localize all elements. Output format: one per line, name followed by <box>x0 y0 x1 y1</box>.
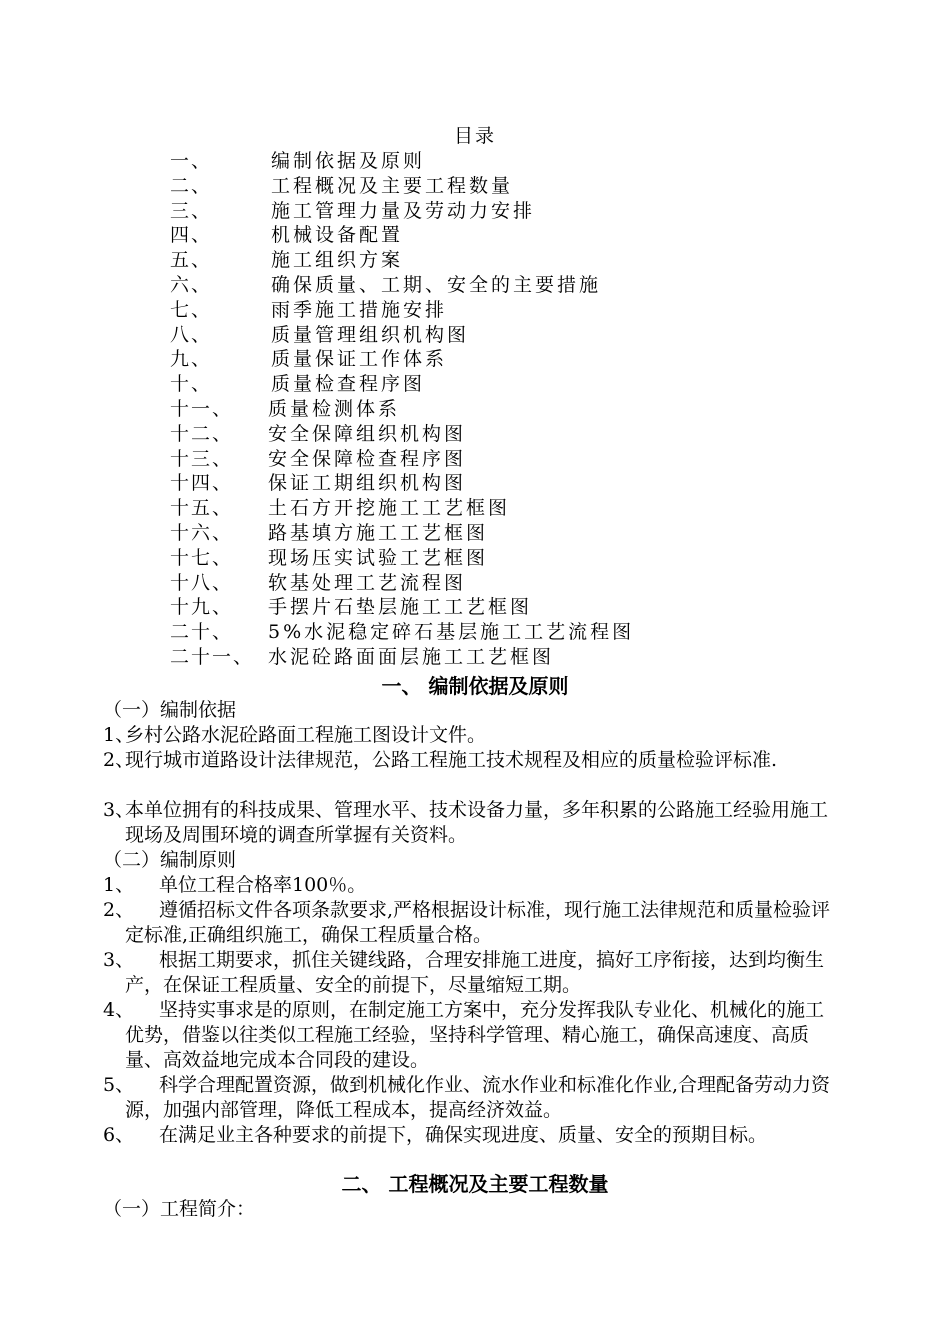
toc-item <box>0 496 950 521</box>
toc-item-number: 三、 <box>170 199 213 222</box>
list-item <box>103 873 838 898</box>
section-heading: 一、 编制依据及原则 <box>381 674 569 698</box>
toc-item-text: 确保质量、工期、安全的主要措施 <box>271 273 602 296</box>
toc-item-number: 十七、 <box>170 546 234 569</box>
toc-item-text: 编制依据及原则 <box>271 150 426 172</box>
toc-item-text: 现场压实试验工艺框图 <box>268 546 489 569</box>
toc-item-text: 施工组织方案 <box>271 249 404 272</box>
toc-item <box>0 447 950 472</box>
list-item-text: 单位工程合格率100％。 <box>159 874 367 896</box>
section-heading: 二、 工程概况及主要工程数量 <box>341 1172 609 1196</box>
toc-item-text: 质量管理组织机构图 <box>271 323 470 346</box>
toc-item-number: 二、 <box>170 174 213 197</box>
toc-item-text: 软基处理工艺流程图 <box>268 571 467 594</box>
toc-item-number: 十三、 <box>170 447 234 470</box>
toc-item <box>0 273 950 298</box>
toc-item-text: 机械设备配置 <box>271 224 404 247</box>
toc-item-number: 二十一、 <box>170 645 255 668</box>
list-item <box>103 798 838 848</box>
toc-item-text: 质量检查程序图 <box>271 373 426 396</box>
toc-item-number: 十六、 <box>170 521 234 544</box>
list-item-text: 本单位拥有的科技成果、管理水平、技术设备力量，多年积累的公路施工经验用施工现场及周围环境的调查所掌握有关资料。 <box>125 799 829 846</box>
toc-item-text: 水泥砼路面面层施工工艺框图 <box>268 645 555 668</box>
list-item-number: 5、 <box>103 1074 135 1096</box>
subsection-title: （二）编制原则 <box>103 849 237 871</box>
toc-item-number: 七、 <box>170 298 213 321</box>
toc-item-number: 十八、 <box>170 571 234 594</box>
list-item-text: 现行城市道路设计法律规范，公路工程施工技术规程及相应的质量检验评标准. <box>125 749 778 771</box>
list-item <box>103 898 838 948</box>
list-item <box>103 1123 838 1148</box>
toc-item <box>0 546 950 571</box>
toc-item-text: 质量保证工作体系 <box>271 348 448 371</box>
toc-item-text: 路基填方施工工艺框图 <box>268 521 489 544</box>
toc-item <box>0 174 950 199</box>
toc-item <box>0 645 950 670</box>
toc-item <box>0 298 950 323</box>
list-item-text: 在满足业主各种要求的前提下，确保实现进度、质量、安全的预期目标。 <box>159 1124 768 1146</box>
list-item-number: 1、 <box>103 724 135 746</box>
list-item <box>103 1073 838 1123</box>
list-item-text: 遵循招标文件各项条款要求,严格根据设计标准，现行施工法律规范和质量检验评定标准,正确组织施工，确保工程质量合格。 <box>125 899 831 946</box>
list-item-number: 3、 <box>103 799 135 821</box>
toc-item <box>0 521 950 546</box>
list-item-text: 根据工期要求，抓住关键线路，合理安排施工进度，搞好工序衔接，达到均衡生产，在保证工程质量、安全的前提下，尽量缩短工期。 <box>125 949 825 996</box>
toc-item-text: 手摆片石垫层施工工艺框图 <box>268 596 533 619</box>
toc-item-text: 工程概况及主要工程数量 <box>271 174 514 197</box>
toc-item <box>0 397 950 422</box>
toc-item-text: 施工管理力量及劳动力安排 <box>271 199 536 222</box>
toc-item <box>0 248 950 273</box>
subsection-title: （一）工程简介： <box>103 1198 256 1220</box>
toc-item-number: 十九、 <box>170 596 234 619</box>
toc-item <box>0 595 950 620</box>
list-item <box>103 723 838 748</box>
toc-item-number: 四、 <box>170 224 213 247</box>
list-item-text: 坚持实事求是的原则，在制定施工方案中，充分发挥我队专业化、机械化的施工优势，借鉴以往类似工程施工经验，坚持科学管理、精心施工，确保高速度、高质量、高效益地完成本合同段的建设。 <box>125 999 825 1071</box>
toc-item-number: 十一、 <box>170 397 234 420</box>
toc-item-text: 土石方开挖施工工艺框图 <box>268 497 511 520</box>
toc-item-text: 5%水泥稳定碎石基层施工工艺流程图 <box>268 621 635 644</box>
list-item-text: 乡村公路水泥砼路面工程施工图设计文件。 <box>125 724 487 746</box>
toc-item <box>0 471 950 496</box>
toc-item <box>0 199 950 224</box>
toc-item-number: 九、 <box>170 348 213 371</box>
toc-item-number: 六、 <box>170 273 213 296</box>
toc-item-number: 十二、 <box>170 422 234 445</box>
list-item <box>103 998 838 1073</box>
list-item-number: 2、 <box>103 899 135 921</box>
toc-item-text: 质量检测体系 <box>268 397 401 420</box>
toc-item-number: 十四、 <box>170 472 234 495</box>
toc-item-text: 安全保障组织机构图 <box>268 422 467 445</box>
toc-item-number: 十五、 <box>170 497 234 520</box>
toc-item <box>0 323 950 348</box>
toc-item <box>0 571 950 596</box>
toc-item <box>0 372 950 397</box>
toc-item-number: 一、 <box>170 150 213 172</box>
list-item-text: 科学合理配置资源，做到机械化作业、流水作业和标准化作业,合理配备劳动力资源，加强内部管理，降低工程成本，提高经济效益。 <box>125 1074 831 1121</box>
toc-title: 目录 <box>453 125 496 147</box>
list-item-number: 2、 <box>103 749 135 771</box>
table-of-contents <box>0 149 950 670</box>
toc-item-number: 八、 <box>170 323 213 346</box>
toc-item-text: 安全保障检查程序图 <box>268 447 467 470</box>
toc-item <box>0 620 950 645</box>
toc-item-text: 保证工期组织机构图 <box>268 472 467 495</box>
list-item <box>103 948 838 998</box>
toc-item-number: 五、 <box>170 249 213 272</box>
toc-item-number: 十、 <box>170 373 213 396</box>
toc-item <box>0 223 950 248</box>
subsection-title: （一）编制依据 <box>103 699 237 721</box>
list-item-number: 4、 <box>103 999 135 1021</box>
list-item-number: 6、 <box>103 1124 135 1146</box>
toc-item-number: 二十、 <box>170 621 234 644</box>
list-item-number: 3、 <box>103 949 135 971</box>
toc-item-text: 雨季施工措施安排 <box>271 298 448 321</box>
list-item <box>103 748 838 773</box>
toc-item <box>0 149 950 174</box>
toc-item <box>0 347 950 372</box>
toc-item <box>0 422 950 447</box>
list-item-number: 1、 <box>103 874 135 896</box>
